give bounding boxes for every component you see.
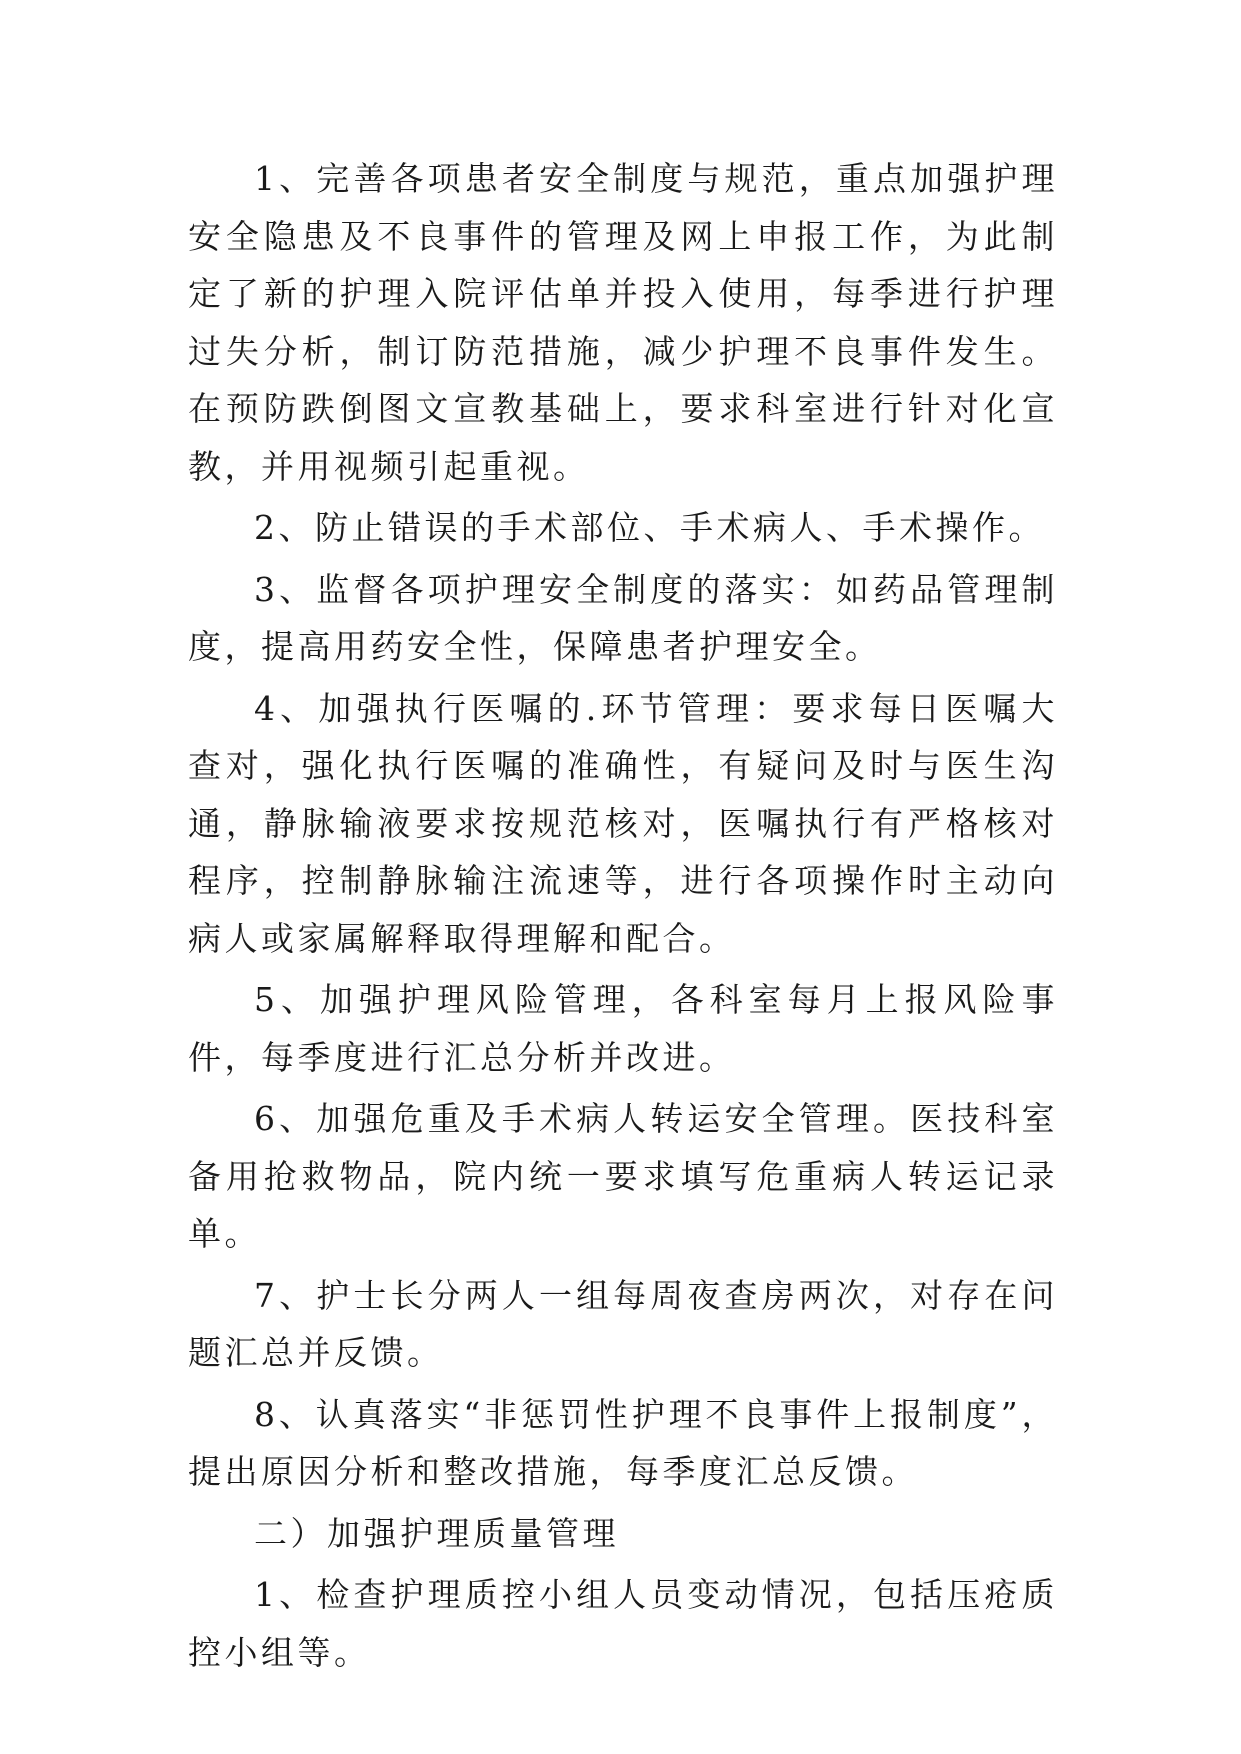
paragraph-quality-team: 1、检查护理质控小组人员变动情况，包括压疮质控小组等。 bbox=[188, 1575, 1058, 1672]
section-heading-quality: 二）加强护理质量管理 bbox=[254, 1513, 619, 1553]
paragraph-surgery-errors: 2、防止错误的手术部位、手术病人、手术操作。 bbox=[254, 508, 1045, 547]
paragraph-medical-orders: 4、加强执行医嘱的.环节管理：要求每日医嘱大查对，强化执行医嘱的准确性，有疑问及时与医生沟通，静脉输液要求按规范核对，医嘱执行有严格核对程序，控制静脉输注流速等，进行各项操作时主动向病人或家属解释取得理解和配合。 bbox=[188, 688, 1058, 958]
paragraph-transfer-safety: 6、加强危重及手术病人转运安全管理。医技科室备用抢救物品，院内统一要求填写危重病人转运记录单。 bbox=[188, 1099, 1058, 1253]
paragraph-night-rounds: 7、护士长分两人一组每周夜查房两次，对存在问题汇总并反馈。 bbox=[188, 1275, 1058, 1372]
paragraph-reporting-system: 8、认真落实“非惩罚性护理不良事件上报制度”，提出原因分析和整改措施，每季度汇总反馈。 bbox=[188, 1394, 1058, 1491]
paragraph-safety-system: 1、完善各项患者安全制度与规范，重点加强护理安全隐患及不良事件的管理及网上申报工作，为此制定了新的护理入院评估单并投入使用，每季进行护理过失分析，制订防范措施，减少护理不良事件发生。在预防跌倒图文宣教基础上，要求科室进行针对化宣教，并用视频引起重视。 bbox=[188, 159, 1058, 486]
paragraph-risk-management: 5、加强护理风险管理，各科室每月上报风险事件，每季度进行汇总分析并改进。 bbox=[188, 980, 1058, 1077]
paragraph-supervision: 3、监督各项护理安全制度的落实：如药品管理制度，提高用药安全性，保障患者护理安全。 bbox=[188, 569, 1058, 666]
document-body bbox=[188, 150, 1058, 1681]
